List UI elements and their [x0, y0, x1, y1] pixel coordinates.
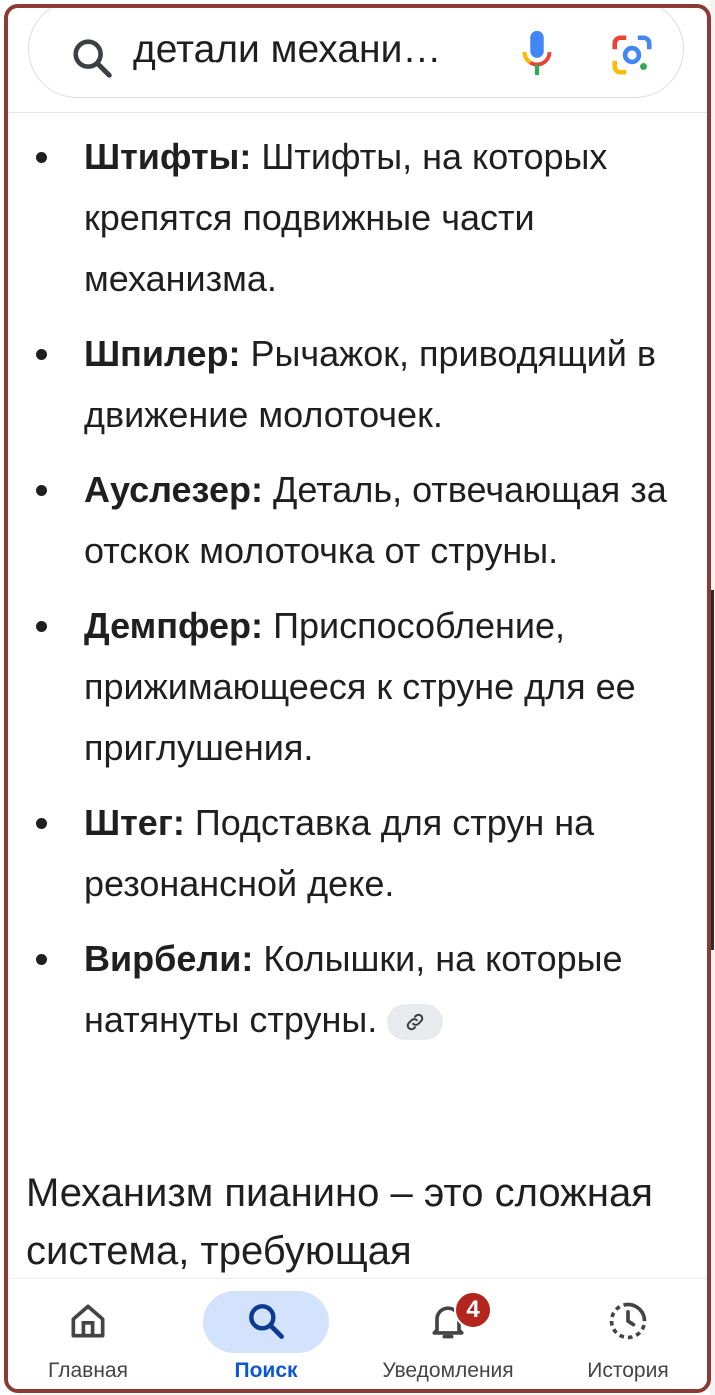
list-item	[8, 459, 707, 581]
item-text: Рычажок, приводящий в движение молоточек.	[84, 333, 657, 435]
item-text: Деталь, отвечающая за отскок молоточка от струны.	[84, 469, 667, 571]
summary-paragraph: Механизм пианино – это сложная система, требующая	[26, 1171, 653, 1273]
nav-home[interactable]	[8, 1279, 168, 1390]
link-icon	[404, 1011, 426, 1033]
list-item	[8, 126, 707, 309]
search-icon[interactable]	[69, 35, 115, 81]
search-icon	[244, 1299, 288, 1343]
bullet	[36, 954, 47, 965]
home-icon	[66, 1299, 110, 1343]
nav-notifications[interactable]	[353, 1279, 543, 1390]
search-bar[interactable]	[28, 4, 684, 98]
item-term: Штег:	[84, 802, 185, 843]
edge-mark	[711, 590, 714, 950]
item-text: Приспособление, прижимающееся к струне для ее приглушения.	[84, 605, 636, 768]
nav-search[interactable]	[186, 1279, 346, 1390]
item-term: Ауслезер:	[84, 469, 263, 510]
item-text: Штифты, на которых крепятся подвижные части механизма.	[84, 136, 608, 299]
nav-notifications-label: Уведомления	[382, 1359, 514, 1382]
bottom-navigation	[8, 1278, 707, 1390]
notifications-badge: 4	[454, 1291, 492, 1329]
google-lens-icon[interactable]	[609, 32, 655, 78]
nav-search-label: Поиск	[234, 1359, 298, 1382]
item-term: Вирбели:	[84, 938, 254, 979]
microphone-icon[interactable]	[519, 29, 555, 79]
item-term: Шпилер:	[84, 333, 241, 374]
bullet	[36, 152, 47, 163]
phone-frame	[4, 4, 711, 1393]
list-item	[8, 595, 707, 778]
header-divider	[8, 112, 707, 113]
list-item	[8, 928, 707, 1050]
bullet	[36, 818, 47, 829]
item-text: Колышки, на которые натянуты струны.	[84, 938, 623, 1040]
nav-home-label: Главная	[48, 1359, 128, 1382]
details-list	[8, 126, 707, 1050]
search-query[interactable]: детали механи…	[133, 28, 442, 71]
bullet	[36, 349, 47, 360]
nav-history[interactable]	[558, 1279, 698, 1390]
item-text: Подставка для струн на резонансной деке.	[84, 802, 595, 904]
bullet	[36, 485, 47, 496]
source-link-button[interactable]	[387, 1004, 443, 1040]
list-item	[8, 792, 707, 914]
answer-content	[8, 126, 707, 1064]
history-icon	[606, 1299, 650, 1343]
item-term: Штифты:	[84, 136, 252, 177]
nav-history-label: История	[587, 1359, 669, 1382]
list-item	[8, 323, 707, 445]
bullet	[36, 621, 47, 632]
item-term: Демпфер:	[84, 605, 264, 646]
